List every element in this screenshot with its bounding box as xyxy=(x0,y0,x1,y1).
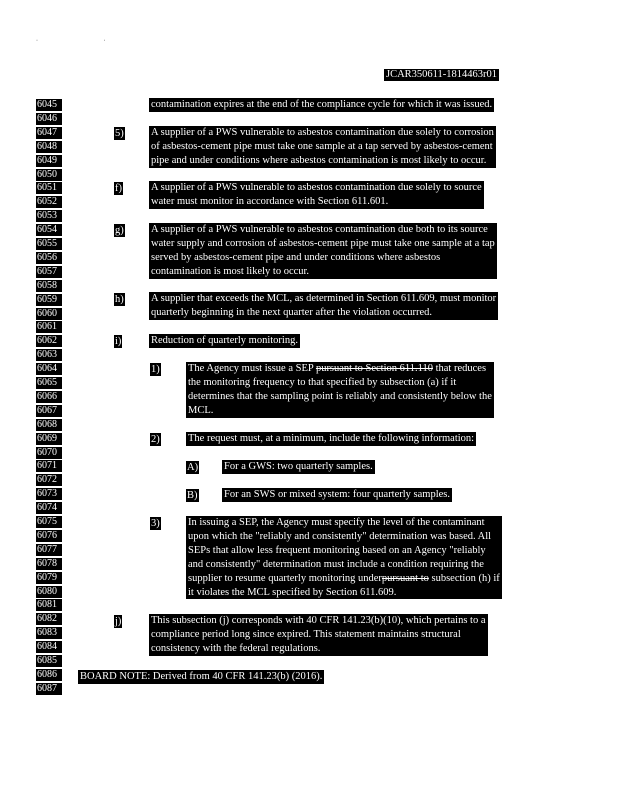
subsection-label: A) xyxy=(187,462,199,473)
line-number: 6074 xyxy=(36,502,62,514)
line-number: 6047 xyxy=(36,127,62,139)
paragraph-i-heading xyxy=(149,334,300,348)
line-number: 6060 xyxy=(36,308,62,320)
text-line xyxy=(188,362,492,376)
text-line: it violates the MCL specified by Section 611.609. xyxy=(188,586,397,598)
paragraph-i-2-A xyxy=(222,460,375,474)
subsection-label: 5) xyxy=(115,128,124,139)
text-line: Reduction of quarterly monitoring. xyxy=(151,335,298,346)
line-number: 6070 xyxy=(36,447,62,459)
text-line: of asbestos-cement pipe must take one sample at a tap served by asbestos-cement xyxy=(151,140,493,152)
text-line: A supplier of a PWS vulnerable to asbestos contamination due solely to corrosion xyxy=(151,127,494,138)
line-number: 6067 xyxy=(36,405,62,417)
text-line: compliance period long since expired. This statement maintains structural xyxy=(151,628,461,640)
line-number: 6054 xyxy=(36,224,62,236)
text-line: quarterly beginning in the next quarter after the violation occurred. xyxy=(151,306,433,318)
line-number: 6069 xyxy=(36,433,62,445)
text-line: BOARD NOTE: Derived from 40 CFR 141.23(b) (2016). xyxy=(80,671,323,682)
text-line: In issuing a SEP, the Agency must specify the level of the contaminant xyxy=(188,517,485,528)
text-span: The Agency must issue a SEP xyxy=(188,363,316,374)
text-span: that reduces xyxy=(432,363,487,374)
line-number: 6075 xyxy=(36,516,62,528)
subsection-label: B) xyxy=(187,490,198,501)
text-line: determines that the sampling point is reliably and consistently below the xyxy=(188,390,492,402)
text-line: upon which the "reliably and consistently" determination was based. All xyxy=(188,530,492,542)
paragraph-i-3 xyxy=(186,516,502,599)
text-line: consistency with the federal regulations. xyxy=(151,642,321,654)
paragraph-i-2 xyxy=(186,432,476,446)
text-line xyxy=(188,572,500,586)
line-number: 6072 xyxy=(36,474,62,486)
paragraph-continuation xyxy=(149,98,494,112)
text-line: A supplier that exceeds the MCL, as determined in Section 611.609, must monitor xyxy=(151,293,497,304)
paragraph-i-2-B xyxy=(222,488,452,502)
line-number: 6053 xyxy=(36,210,62,222)
paragraph-i-1 xyxy=(186,362,494,418)
deleted-text: pursuant to xyxy=(381,572,429,584)
subsection-label: f) xyxy=(115,183,122,194)
text-line: A supplier of a PWS vulnerable to asbestos contamination due both to its source xyxy=(151,224,488,235)
subsection-label: j) xyxy=(115,616,122,627)
line-number: 6050 xyxy=(36,169,62,181)
text-line: For a GWS: two quarterly samples. xyxy=(224,461,373,472)
line-number: 6052 xyxy=(36,196,62,208)
line-number: 6083 xyxy=(36,627,62,639)
line-number: 6081 xyxy=(36,599,62,611)
text-line: contamination expires at the end of the compliance cycle for which it was issued. xyxy=(151,99,493,110)
line-number: 6078 xyxy=(36,558,62,570)
line-number: 6077 xyxy=(36,544,62,556)
text-line: water supply and corrosion of asbestos-cement pipe must take one sample at a tap xyxy=(151,237,495,249)
line-number: 6064 xyxy=(36,363,62,375)
text-span: subsection (h) if xyxy=(428,572,500,584)
subsection-label: g) xyxy=(115,225,124,236)
text-line: This subsection (j) corresponds with 40 CFR 141.23(b)(10), which pertains to a xyxy=(151,615,486,626)
subsection-label: 1) xyxy=(151,364,160,375)
document-header-id: JCAR350611-1814463r01 xyxy=(386,69,498,80)
line-number: 6045 xyxy=(36,99,62,111)
line-number: 6046 xyxy=(36,113,62,125)
line-number: 6080 xyxy=(36,586,62,598)
text-line: SEPs that allow less frequent monitoring based on an Agency "reliably xyxy=(188,544,486,556)
line-number: 6066 xyxy=(36,391,62,403)
line-number: 6082 xyxy=(36,613,62,625)
board-note xyxy=(78,670,324,684)
line-number: 6056 xyxy=(36,252,62,264)
text-line: For an SWS or mixed system: four quarterly samples. xyxy=(224,489,451,500)
text-span: supplier to resume quarterly monitoring under xyxy=(188,572,382,584)
line-number: 6065 xyxy=(36,377,62,389)
line-number: 6085 xyxy=(36,655,62,667)
deleted-text: pursuant to Section 611.110 xyxy=(315,363,433,374)
text-line: and consistently" determination must include a condition requiring the xyxy=(188,558,484,570)
line-number: 6063 xyxy=(36,349,62,361)
text-line: water must monitor in accordance with Section 611.601. xyxy=(151,195,389,207)
paragraph-h xyxy=(149,292,498,320)
text-line: served by asbestos-cement pipe and under conditions where asbestos xyxy=(151,251,441,263)
paragraph-f xyxy=(149,181,484,209)
line-number: 6057 xyxy=(36,266,62,278)
line-number: 6076 xyxy=(36,530,62,542)
text-line: A supplier of a PWS vulnerable to asbestos contamination due solely to source xyxy=(151,182,482,193)
line-number: 6068 xyxy=(36,419,62,431)
line-number: 6049 xyxy=(36,155,62,167)
text-line: pipe and under conditions where asbestos contamination is most likely to occur. xyxy=(151,154,487,166)
paragraph-j xyxy=(149,614,488,656)
line-number: 6051 xyxy=(36,182,62,194)
paragraph-g xyxy=(149,223,497,279)
scan-specks: · · xyxy=(36,38,138,44)
line-number: 6087 xyxy=(36,683,62,695)
line-number: 6062 xyxy=(36,335,62,347)
line-number: 6079 xyxy=(36,572,62,584)
paragraph-5 xyxy=(149,126,496,168)
line-number: 6071 xyxy=(36,460,62,472)
subsection-label: h) xyxy=(115,294,124,305)
line-number: 6055 xyxy=(36,238,62,250)
line-number: 6048 xyxy=(36,141,62,153)
line-number: 6059 xyxy=(36,294,62,306)
text-line: The request must, at a minimum, include the following information: xyxy=(188,433,475,444)
text-line: MCL. xyxy=(188,404,214,416)
text-line: the monitoring frequency to that specified by subsection (a) if it xyxy=(188,376,457,388)
text-line: contamination is most likely to occur. xyxy=(151,265,310,277)
line-number: 6073 xyxy=(36,488,62,500)
subsection-label: 2) xyxy=(151,434,160,445)
line-number: 6086 xyxy=(36,669,62,681)
subsection-label: i) xyxy=(115,336,122,347)
line-number: 6061 xyxy=(36,321,62,333)
line-number: 6084 xyxy=(36,641,62,653)
line-number: 6058 xyxy=(36,280,62,292)
subsection-label: 3) xyxy=(151,518,160,529)
